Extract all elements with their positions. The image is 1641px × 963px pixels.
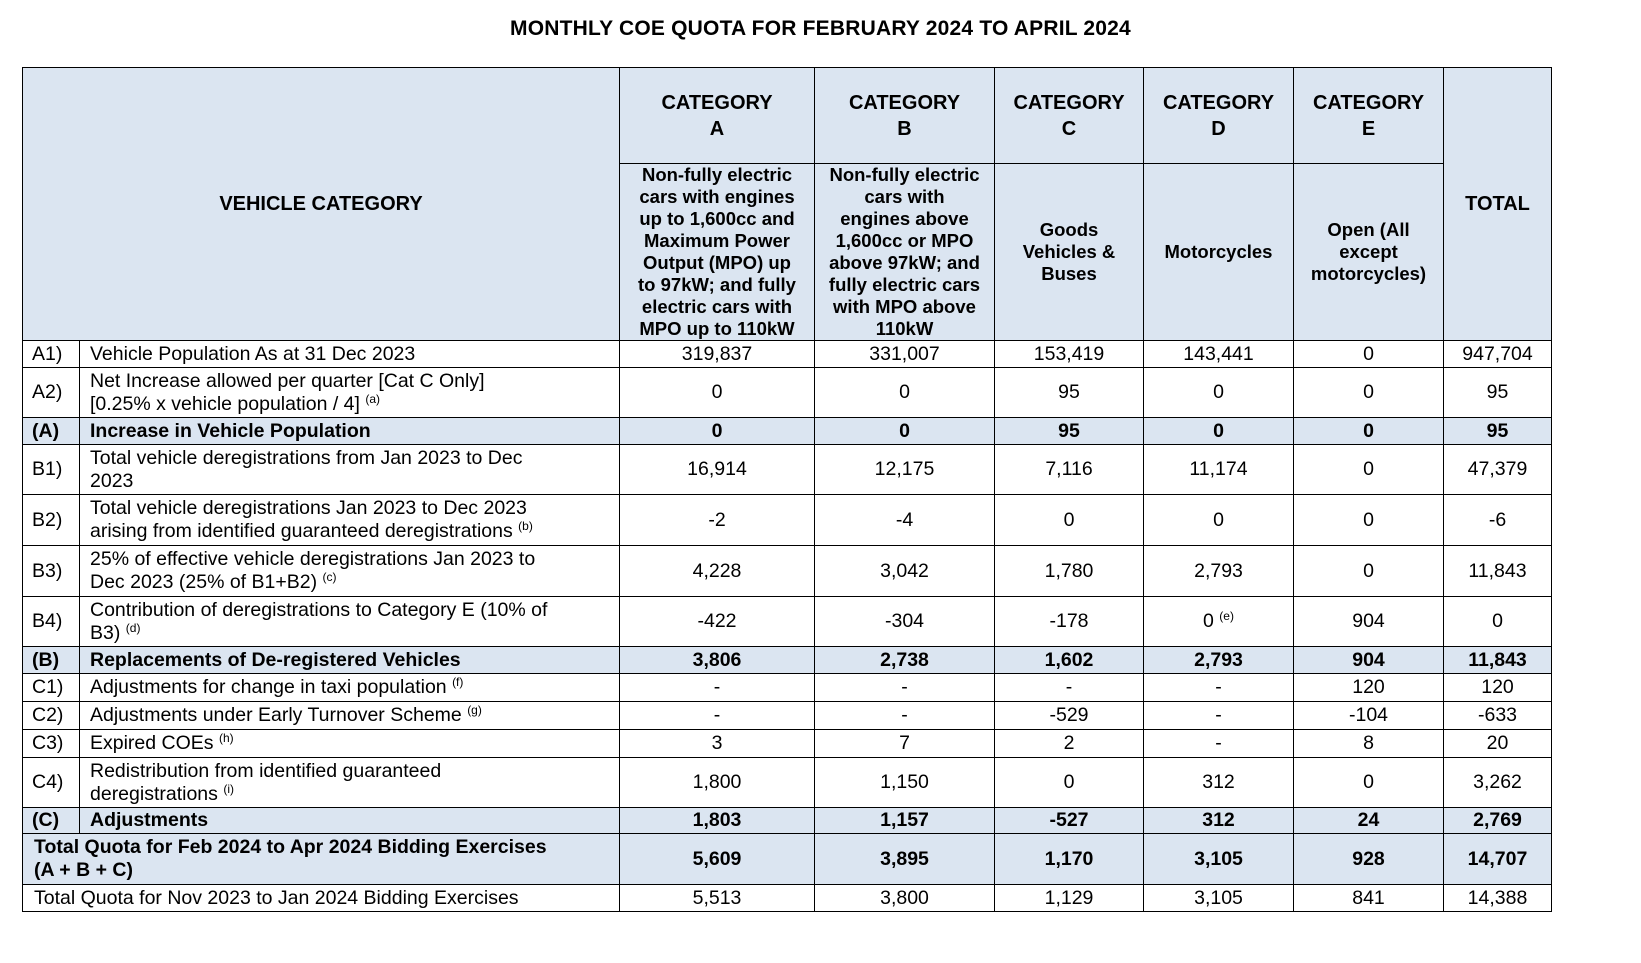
category-a-header — [620, 68, 815, 164]
cell-category-e: 24 — [1294, 808, 1444, 834]
cell-category-d: 143,441 — [1144, 341, 1294, 368]
table-row — [23, 758, 1552, 808]
cell-category-a: - — [620, 674, 815, 702]
cell-category-a: 4,228 — [620, 546, 815, 597]
cell-category-d: 11,174 — [1144, 445, 1294, 495]
footnote-marker: (h) — [218, 731, 234, 745]
row-code: C4) — [23, 758, 80, 808]
category-a-line1: CATEGORY — [661, 91, 773, 114]
row-code: (C) — [23, 808, 80, 834]
category-b-line1: CATEGORY — [848, 91, 961, 114]
header-row-categories — [23, 68, 1552, 164]
row-label — [80, 808, 620, 834]
cell-category-b: 0 — [815, 368, 995, 418]
cell-category-c: 0 — [995, 758, 1144, 808]
cell-category-b: 3,895 — [815, 834, 995, 885]
row-code: B1) — [23, 445, 80, 495]
category-a-description-line: up to 1,600cc and — [639, 208, 795, 229]
row-label-line: deregistrations — [90, 782, 218, 805]
cell-total: 11,843 — [1444, 647, 1552, 674]
category-e-description-line: motorcycles) — [1310, 263, 1427, 284]
cell-category-c: 1,602 — [995, 647, 1144, 674]
row-label-line: Adjustments for change in taxi population — [90, 676, 447, 698]
footnote-marker: (f) — [452, 675, 464, 689]
footnote-marker: (g) — [467, 703, 482, 717]
cell-category-d: 0 — [1144, 495, 1294, 546]
category-a-description — [620, 164, 815, 341]
row-label-line: Total vehicle deregistrations from Jan 2023 to Dec — [90, 446, 523, 469]
category-e-description-line: Open (All — [1327, 219, 1410, 240]
cell-category-c: - — [995, 674, 1144, 702]
cell-total: 0 — [1444, 597, 1552, 647]
cell-category-a: -2 — [620, 495, 815, 546]
footnote-marker: (d) — [125, 620, 141, 635]
category-b-description-line: engines above — [840, 208, 969, 229]
cell-category-c: 2 — [995, 730, 1144, 758]
cell-category-d: 312 — [1144, 808, 1294, 834]
cell-category-b: 0 — [815, 418, 995, 445]
row-label-line: 2023 — [90, 469, 134, 492]
table-row — [23, 808, 1552, 834]
cell-total: 47,379 — [1444, 445, 1552, 495]
cell-category-d: 3,105 — [1144, 834, 1294, 885]
category-d-header — [1144, 68, 1294, 164]
cell-category-c: 95 — [995, 368, 1144, 418]
row-code: (B) — [23, 647, 80, 674]
row-label-line: (A + B + C) — [34, 859, 133, 881]
row-label-line: Contribution of deregistrations to Category E (10% of — [90, 598, 548, 621]
category-a-description-line: Maximum Power — [644, 230, 790, 251]
coe-quota-table — [22, 67, 1552, 912]
cell-category-a: 3 — [620, 730, 815, 758]
row-label — [80, 341, 620, 368]
cell-category-d: 2,793 — [1144, 647, 1294, 674]
table-row — [23, 674, 1552, 702]
cell-category-a: 0 — [620, 418, 815, 445]
cell-category-c: 95 — [995, 418, 1144, 445]
cell-category-d: 0 — [1144, 418, 1294, 445]
cell-total: 3,262 — [1444, 758, 1552, 808]
category-d-line2: D — [1211, 117, 1226, 140]
category-d-line1: CATEGORY — [1162, 91, 1275, 114]
table-row — [23, 495, 1552, 546]
row-label-line: Net Increase allowed per quarter [Cat C Only] — [90, 369, 485, 392]
row-label-line: Vehicle Population As at 31 Dec 2023 — [90, 342, 416, 365]
cell-total: -6 — [1444, 495, 1552, 546]
category-c-description-line: Goods — [1039, 219, 1099, 240]
category-b-description-line: fully electric cars — [828, 274, 981, 295]
row-label-line: Total Quota for Nov 2023 to Jan 2024 Bidding Exercises — [34, 886, 519, 909]
row-label — [80, 730, 620, 758]
row-label-line: 25% of effective vehicle deregistrations Jan 2023 to — [90, 548, 536, 570]
category-b-description — [815, 164, 995, 341]
table-row — [23, 418, 1552, 445]
cell-category-e: 0 — [1294, 418, 1444, 445]
category-b-description-line: 110kW — [875, 318, 934, 339]
cell-category-d: - — [1144, 702, 1294, 730]
row-code: B3) — [23, 546, 80, 597]
category-a-description-line: cars with engines — [639, 186, 795, 207]
cell-category-b: 7 — [815, 730, 995, 758]
category-b-description-line: with MPO above — [833, 296, 976, 317]
row-label-line: Adjustments — [90, 809, 209, 831]
row-label-line: B3) — [90, 621, 121, 644]
cell-total: 20 — [1444, 730, 1552, 758]
cell-category-c: -529 — [995, 702, 1144, 730]
cell-category-c: -527 — [995, 808, 1144, 834]
category-a-description-line: MPO up to 110kW — [639, 318, 795, 339]
row-label — [80, 758, 620, 808]
cell-total: 2,769 — [1444, 808, 1552, 834]
cell-category-c: 153,419 — [995, 341, 1144, 368]
table-row — [23, 341, 1552, 368]
cell-category-e: 0 — [1294, 368, 1444, 418]
category-a-line2: A — [709, 117, 725, 140]
cell-category-b: 1,150 — [815, 758, 995, 808]
row-label-line: Expired COEs — [90, 732, 214, 754]
total-row — [23, 834, 1552, 885]
cell-category-c: 1,170 — [995, 834, 1144, 885]
cell-category-d: 3,105 — [1144, 885, 1294, 912]
category-d-description — [1144, 164, 1294, 341]
row-code: C3) — [23, 730, 80, 758]
category-b-line2: B — [897, 117, 912, 140]
row-label-line: Increase in Vehicle Population — [90, 419, 371, 442]
cell-total: 11,843 — [1444, 546, 1552, 597]
cell-category-e: 904 — [1294, 597, 1444, 647]
cell-category-e: 0 — [1294, 758, 1444, 808]
cell-category-a: 1,803 — [620, 808, 815, 834]
table-body — [23, 68, 1552, 912]
table-row — [23, 647, 1552, 674]
table-row — [23, 546, 1552, 597]
category-b-description-line: cars with — [864, 186, 945, 207]
cell-category-c: -178 — [995, 597, 1144, 647]
cell-category-b: 3,042 — [815, 546, 995, 597]
category-d-description-line: Motorcycles — [1164, 241, 1273, 262]
row-code: B2) — [23, 495, 80, 546]
category-a-description-line: to 97kW; and fully — [638, 274, 796, 295]
cell-category-d: - — [1144, 730, 1294, 758]
row-label-line: Adjustments under Early Turnover Scheme — [90, 704, 462, 726]
row-label — [80, 597, 620, 647]
row-label — [80, 674, 620, 702]
cell-category-b: - — [815, 702, 995, 730]
row-code: C1) — [23, 674, 80, 702]
cell-category-c: 1,129 — [995, 885, 1144, 912]
category-e-header — [1294, 68, 1444, 164]
row-label — [80, 702, 620, 730]
cell-category-c: 7,116 — [995, 445, 1144, 495]
category-c-description-line: Vehicles & — [1022, 241, 1116, 262]
table-row — [23, 368, 1552, 418]
cell-total: 947,704 — [1444, 341, 1552, 368]
row-label-line: arising from identified guaranteed deregistrations — [90, 520, 513, 542]
footnote-marker: (e) — [1219, 609, 1234, 623]
cell-category-b: - — [815, 674, 995, 702]
cell-category-a: 1,800 — [620, 758, 815, 808]
page-title: MONTHLY COE QUOTA FOR FEBRUARY 2024 TO APRIL 2024 — [510, 17, 1131, 40]
category-c-line1: CATEGORY — [1013, 91, 1125, 114]
row-code: (A) — [23, 418, 80, 445]
cell-category-e: 0 — [1294, 546, 1444, 597]
category-e-line1: CATEGORY — [1312, 91, 1425, 114]
row-code: C2) — [23, 702, 80, 730]
vehicle-category-header: VEHICLE CATEGORY — [23, 68, 620, 341]
cell-category-a: - — [620, 702, 815, 730]
category-c-description-line: Buses — [1041, 263, 1097, 284]
cell-category-c: 1,780 — [995, 546, 1144, 597]
cell-category-b: 1,157 — [815, 808, 995, 834]
cell-category-e: 0 — [1294, 495, 1444, 546]
cell-category-d: 2,793 — [1144, 546, 1294, 597]
row-label — [80, 546, 620, 597]
category-e-line2: E — [1361, 117, 1376, 140]
cell-category-a: 319,837 — [620, 341, 815, 368]
row-label-line: Total vehicle deregistrations Jan 2023 to Dec 2023 — [90, 497, 527, 519]
cell-category-a: -422 — [620, 597, 815, 647]
category-c-line2: C — [1061, 117, 1077, 140]
cell-category-e: 904 — [1294, 647, 1444, 674]
cell-category-e: 841 — [1294, 885, 1444, 912]
row-code: A1) — [23, 341, 80, 368]
footnote-marker: (c) — [322, 570, 337, 584]
category-b-description-line: above 97kW; and — [829, 252, 980, 273]
cell-total: -633 — [1444, 702, 1552, 730]
cell-category-e: 0 — [1294, 445, 1444, 495]
cell-category-e: 120 — [1294, 674, 1444, 702]
total-row — [23, 885, 1552, 912]
cell-category-d: 0 $^{(e)}$ — [1144, 597, 1294, 647]
cell-category-e: -104 — [1294, 702, 1444, 730]
cell-category-d: 0 — [1144, 368, 1294, 418]
cell-total: 95 — [1444, 418, 1552, 445]
row-label — [80, 647, 620, 674]
cell-category-c: 0 — [995, 495, 1144, 546]
table-row — [23, 597, 1552, 647]
footnote-marker: (a) — [365, 391, 381, 406]
category-e-description-line: except — [1339, 241, 1398, 262]
category-b-description-line: Non-fully electric — [829, 164, 980, 185]
cell-category-b: 12,175 — [815, 445, 995, 495]
cell-category-a: 5,609 — [620, 834, 815, 885]
cell-category-b: 2,738 — [815, 647, 995, 674]
category-a-description-line: electric cars with — [641, 296, 793, 317]
cell-category-b: 3,800 — [815, 885, 995, 912]
cell-category-e: 8 — [1294, 730, 1444, 758]
footnote-marker: (b) — [518, 519, 533, 533]
total-header: TOTAL — [1444, 68, 1552, 341]
cell-category-e: 0 — [1294, 341, 1444, 368]
category-a-description-line: Output (MPO) up — [643, 252, 791, 273]
cell-total: 95 — [1444, 368, 1552, 418]
row-code: A2) — [23, 368, 80, 418]
total-row-label — [23, 885, 620, 912]
table-row — [23, 730, 1552, 758]
row-label-line: Redistribution from identified guaranteed — [90, 759, 442, 782]
cell-category-b: -304 — [815, 597, 995, 647]
cell-category-a: 3,806 — [620, 647, 815, 674]
row-code: B4) — [23, 597, 80, 647]
row-label — [80, 418, 620, 445]
footnote-marker: (i) — [223, 781, 234, 796]
total-row-label — [23, 834, 620, 885]
table-row — [23, 445, 1552, 495]
row-label — [80, 445, 620, 495]
row-label-line: Replacements of De-registered Vehicles — [90, 648, 461, 671]
cell-category-a: 0 — [620, 368, 815, 418]
cell-category-a: 5,513 — [620, 885, 815, 912]
category-c-header — [995, 68, 1144, 164]
category-b-description-line: 1,600cc or MPO — [835, 230, 974, 251]
category-a-description-line: Non-fully electric — [641, 164, 793, 185]
cell-category-d: 312 — [1144, 758, 1294, 808]
cell-category-d: - — [1144, 674, 1294, 702]
cell-category-b: -4 — [815, 495, 995, 546]
row-label-line: [0.25% x vehicle population / 4] — [90, 392, 360, 415]
category-c-description — [995, 164, 1144, 341]
category-e-description — [1294, 164, 1444, 341]
row-label-line: Dec 2023 (25% of B1+B2) — [90, 571, 318, 593]
row-label — [80, 495, 620, 546]
row-label-line: Total Quota for Feb 2024 to Apr 2024 Bidding Exercises — [34, 836, 547, 858]
table-row — [23, 702, 1552, 730]
cell-category-b: 331,007 — [815, 341, 995, 368]
category-b-header — [815, 68, 995, 164]
cell-total: 14,707 — [1444, 834, 1552, 885]
cell-category-a: 16,914 — [620, 445, 815, 495]
cell-total: 120 — [1444, 674, 1552, 702]
cell-total: 14,388 — [1444, 885, 1552, 912]
row-label — [80, 368, 620, 418]
cell-category-e: 928 — [1294, 834, 1444, 885]
